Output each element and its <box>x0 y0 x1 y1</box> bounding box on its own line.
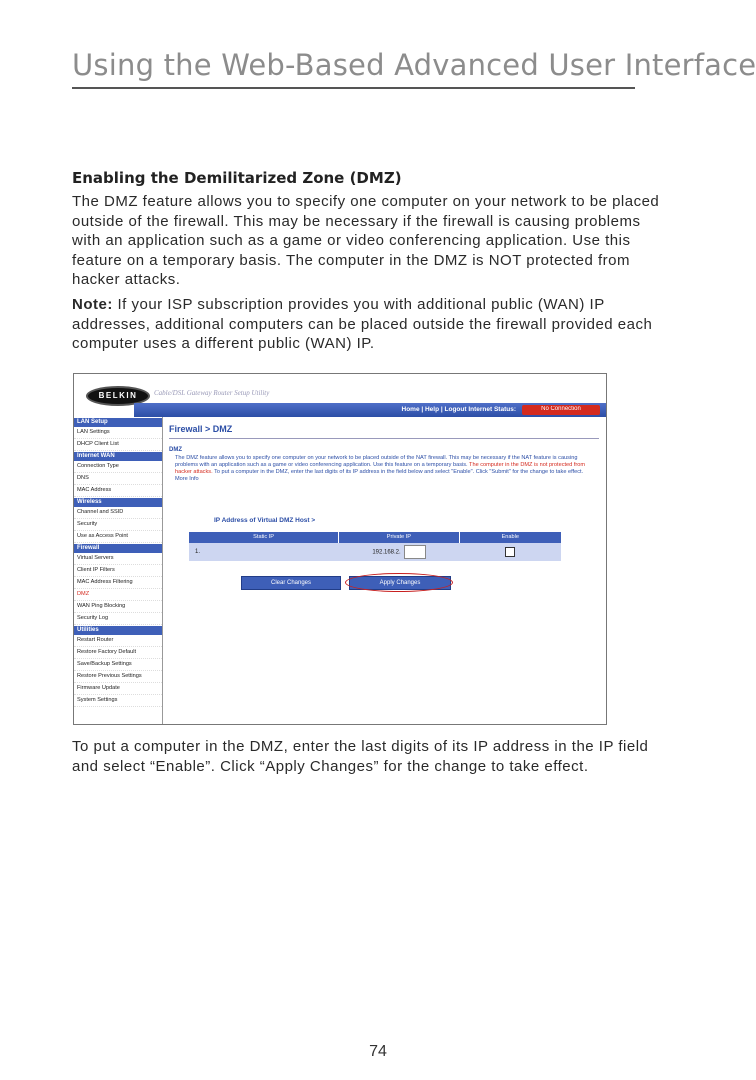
instruction-paragraph: To put a computer in the DMZ, enter the last digits of its IP address in the IP field and select “Enable”. Click “Apply Changes” for the change to take effect. <box>72 738 649 775</box>
sidebar-item[interactable]: Security Log <box>74 613 162 625</box>
clear-changes-button[interactable]: Clear Changes <box>241 576 341 590</box>
sidebar-section-header: Wireless <box>74 498 162 507</box>
note-paragraph <box>72 295 662 354</box>
sidebar-item[interactable]: MAC Address <box>74 485 162 497</box>
enable-cell <box>459 547 561 557</box>
sidebar-item[interactable]: DNS <box>74 473 162 485</box>
desc-tail: To put a computer in the DMZ, enter the last digits of its IP address in the field below and select "Enable". Click "Submit" for the change to take effect. More Info <box>175 469 584 482</box>
dmz-label: DMZ <box>169 447 182 453</box>
sidebar-item[interactable]: Channel and SSID <box>74 507 162 519</box>
sidebar-item[interactable]: Restore Previous Settings <box>74 671 162 683</box>
sidebar-item[interactable]: Restart Router <box>74 635 162 647</box>
header-rule <box>72 87 635 89</box>
sidebar-item[interactable]: System Settings <box>74 695 162 707</box>
row-index: 1. <box>195 549 201 555</box>
table-row <box>189 543 561 562</box>
apply-highlight-circle <box>345 573 453 592</box>
sidebar-item[interactable]: Save/Backup Settings <box>74 659 162 671</box>
screenshot-top-area <box>74 374 606 403</box>
breadcrumb-rule <box>169 438 599 439</box>
top-nav-links[interactable]: Home | Help | Logout Internet Status: <box>401 406 516 413</box>
note-label: Note: <box>72 296 113 313</box>
intro-paragraph: The DMZ feature allows you to specify one computer on your network to be placed outside of the firewall. This may be necessary if the firewall is causing problems with an application such as a game or video conferencing application. Use this feature on a temporary basis. The computer in the DMZ is NOT protected from hacker attacks. <box>72 193 660 288</box>
sidebar-item[interactable]: Restore Factory Default <box>74 647 162 659</box>
ip-address-heading: IP Address of Virtual DMZ Host > <box>214 517 316 524</box>
sidebar-nav <box>74 417 163 724</box>
sidebar-item[interactable]: DHCP Client List <box>74 439 162 451</box>
sidebar-section-header: LAN Setup <box>74 418 162 427</box>
table-header-row <box>189 532 561 543</box>
logo-text: BELKIN <box>98 391 138 400</box>
sidebar-section-header: Firewall <box>74 544 162 553</box>
sidebar-item[interactable]: Client IP Filters <box>74 565 162 577</box>
dmz-host-table <box>189 532 561 562</box>
ip-prefix: 192.168.2. <box>372 549 401 556</box>
sidebar-item[interactable]: MAC Address Filtering <box>74 577 162 589</box>
ip-last-octet-input[interactable] <box>404 545 426 559</box>
page-number: 74 <box>369 1043 387 1060</box>
top-nav-bar <box>134 403 606 417</box>
sidebar-section-header: Internet WAN <box>74 452 162 461</box>
desc-normal: The DMZ feature allows you to specify one computer on your network to be placed outside of the NAT firewall. This may be necessary if the NAT feature is causing problems with an application such as a game or video conferencing application. Use this feature on a temporary basis. <box>175 455 578 468</box>
header-private-ip: Private IP <box>339 532 459 543</box>
page-header-title: Using the Web-Based Advanced User Interface <box>72 48 756 82</box>
router-ui-screenshot <box>73 373 607 725</box>
sidebar-section-header: Utilities <box>74 626 162 635</box>
header-enable: Enable <box>501 534 519 540</box>
apply-changes-button[interactable]: Apply Changes <box>349 576 451 590</box>
desc-warning: The computer in the DMZ is not protected from hacker attacks. <box>175 462 586 475</box>
sidebar-item[interactable]: Firmware Update <box>74 683 162 695</box>
note-text: If your ISP subscription provides you with additional public (WAN) IP addresses, additional computers can be placed outside the firewall provided each computer uses a different public (WAN) IP. <box>72 296 653 352</box>
breadcrumb: Firewall > DMZ <box>169 424 233 434</box>
sidebar-item[interactable]: Connection Type <box>74 461 162 473</box>
header-static-ip: Static IP <box>189 532 339 543</box>
utility-title: Cable/DSL Gateway Router Setup Utility <box>154 389 270 397</box>
internet-status-text: No Connection <box>541 406 581 412</box>
sidebar-item[interactable]: Virtual Servers <box>74 553 162 565</box>
sidebar-item[interactable]: Security <box>74 519 162 531</box>
private-ip-cell <box>339 545 459 559</box>
sidebar-item[interactable]: Use as Access Point <box>74 531 162 543</box>
internet-status-badge <box>522 405 600 415</box>
sidebar-item[interactable]: LAN Settings <box>74 427 162 439</box>
enable-checkbox[interactable] <box>505 547 515 557</box>
section-heading: Enabling the Demilitarized Zone (DMZ) <box>72 169 402 187</box>
dmz-description <box>175 455 593 483</box>
sidebar-item[interactable]: DMZ <box>74 589 162 601</box>
sidebar-item[interactable]: WAN Ping Blocking <box>74 601 162 613</box>
